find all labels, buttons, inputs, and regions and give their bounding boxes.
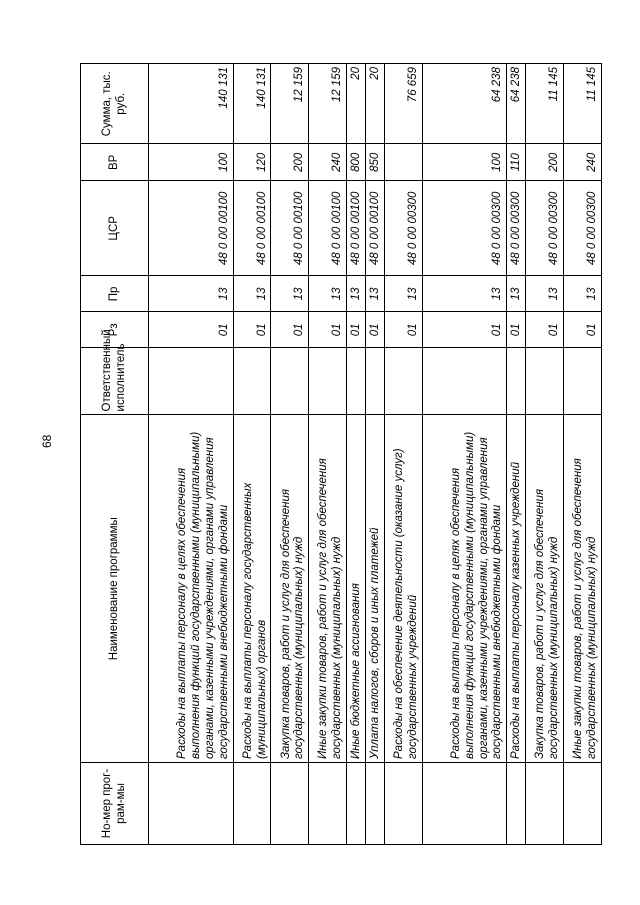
program-name-cell: Иные закупки товаров, работ и услуг для обеспечения государственных (муниципальных) нужд [309,415,347,763]
rz-cell: 01 [422,312,507,348]
responsible-cell [365,348,384,415]
responsible-cell [309,348,347,415]
program-number-cell [365,763,384,845]
pr-cell: 13 [347,276,366,312]
table-row [526,64,564,845]
csr-cell: 48 0 00 00100 [347,181,366,276]
sum-cell: 11 145 [564,64,602,144]
header-pr: Пр [81,276,149,312]
pr-cell: 13 [507,276,526,312]
program-name-cell: Расходы на выплаты персоналу государственных (муниципальных) органов [233,415,271,763]
table-row [422,64,507,845]
program-name-cell: Расходы на обеспечение деятельности (оказание услуг) государственных учреждений [384,415,422,763]
program-number-cell [149,763,234,845]
csr-cell: 48 0 00 00300 [384,181,422,276]
pr-cell: 13 [309,276,347,312]
program-number-cell [384,763,422,845]
pr-cell: 13 [526,276,564,312]
header-responsible: Ответственный исполнитель [81,348,149,415]
program-name-cell: Расходы на выплаты персоналу казенных учреждений [507,415,526,763]
program-name-cell: Расходы на выплаты персоналу в целях обеспечения выполнения функций государственными (муниципальными) органами, казенными учреждениями, органами управления государственными внебюджетными фондами [149,415,234,763]
table-row [507,64,526,845]
vr-cell [384,144,422,181]
sum-cell: 12 159 [309,64,347,144]
sum-cell: 11 145 [526,64,564,144]
pr-cell: 13 [564,276,602,312]
program-number-cell [422,763,507,845]
table-row [384,64,422,845]
vr-cell: 850 [365,144,384,181]
csr-cell: 48 0 00 00300 [526,181,564,276]
csr-cell: 48 0 00 00300 [507,181,526,276]
csr-cell: 48 0 00 00100 [233,181,271,276]
header-rz: Рз [81,312,149,348]
rz-cell: 01 [564,312,602,348]
csr-cell: 48 0 00 00100 [309,181,347,276]
sum-cell: 140 131 [149,64,234,144]
rz-cell: 01 [526,312,564,348]
program-name-cell: Уплата налогов, сборов и иных платежей [365,415,384,763]
responsible-cell [384,348,422,415]
budget-table [80,63,602,845]
program-number-cell [347,763,366,845]
pr-cell: 13 [149,276,234,312]
header-name: Наименование программы [81,415,149,763]
vr-cell: 100 [149,144,234,181]
vr-cell: 200 [271,144,309,181]
sum-cell: 20 [365,64,384,144]
program-number-cell [309,763,347,845]
vr-cell: 240 [309,144,347,181]
rz-cell: 01 [233,312,271,348]
responsible-cell [422,348,507,415]
pr-cell: 13 [271,276,309,312]
responsible-cell [526,348,564,415]
header-sum: Сумма, тыс. руб. [81,64,149,144]
csr-cell: 48 0 00 00300 [564,181,602,276]
vr-cell: 110 [507,144,526,181]
program-number-cell [233,763,271,845]
table-row [271,64,309,845]
vr-cell: 100 [422,144,507,181]
header-csr: ЦСР [81,181,149,276]
responsible-cell [233,348,271,415]
vr-cell: 240 [564,144,602,181]
header-vr: ВР [81,144,149,181]
header-row [81,64,149,845]
vr-cell: 120 [233,144,271,181]
responsible-cell [564,348,602,415]
program-number-cell [526,763,564,845]
program-name-cell: Иные закупки товаров, работ и услуг для обеспечения государственных (муниципальных) нужд [564,415,602,763]
page-number: 68 [40,434,54,448]
pr-cell: 13 [384,276,422,312]
table-row [347,64,366,845]
rz-cell: 01 [507,312,526,348]
sum-cell: 64 238 [507,64,526,144]
csr-cell: 48 0 00 00300 [422,181,507,276]
program-name-cell: Закупка товаров, работ и услуг для обеспечения государственных (муниципальных) нужд [526,415,564,763]
program-name-cell: Расходы на выплаты персоналу в целях обеспечения выполнения функций государственными (муниципальными) органами, казенными учреждениями, органами управления государственными внебюджетными фондами [422,415,507,763]
vr-cell: 800 [347,144,366,181]
pr-cell: 13 [365,276,384,312]
csr-cell: 48 0 00 00100 [365,181,384,276]
responsible-cell [271,348,309,415]
program-number-cell [507,763,526,845]
responsible-cell [347,348,366,415]
sum-cell: 140 131 [233,64,271,144]
responsible-cell [507,348,526,415]
table-row [233,64,271,845]
rz-cell: 01 [309,312,347,348]
sum-cell: 76 659 [384,64,422,144]
rz-cell: 01 [271,312,309,348]
rz-cell: 01 [384,312,422,348]
rz-cell: 01 [149,312,234,348]
table-row [365,64,384,845]
sum-cell: 12 159 [271,64,309,144]
pr-cell: 13 [233,276,271,312]
table-row [564,64,602,845]
rz-cell: 01 [365,312,384,348]
sum-cell: 20 [347,64,366,144]
table-row [149,64,234,845]
responsible-cell [149,348,234,415]
rotated-table-container [80,63,602,845]
csr-cell: 48 0 00 00100 [271,181,309,276]
vr-cell: 200 [526,144,564,181]
sum-cell: 64 238 [422,64,507,144]
pr-cell: 13 [422,276,507,312]
rz-cell: 01 [347,312,366,348]
program-number-cell [564,763,602,845]
program-name-cell: Иные бюджетные ассигнования [347,415,366,763]
program-number-cell [271,763,309,845]
program-name-cell: Закупка товаров, работ и услуг для обеспечения государственных (муниципальных) нужд [271,415,309,763]
table-row [309,64,347,845]
header-number: Но-мер прог-рам-мы [81,763,149,845]
csr-cell: 48 0 00 00100 [149,181,234,276]
